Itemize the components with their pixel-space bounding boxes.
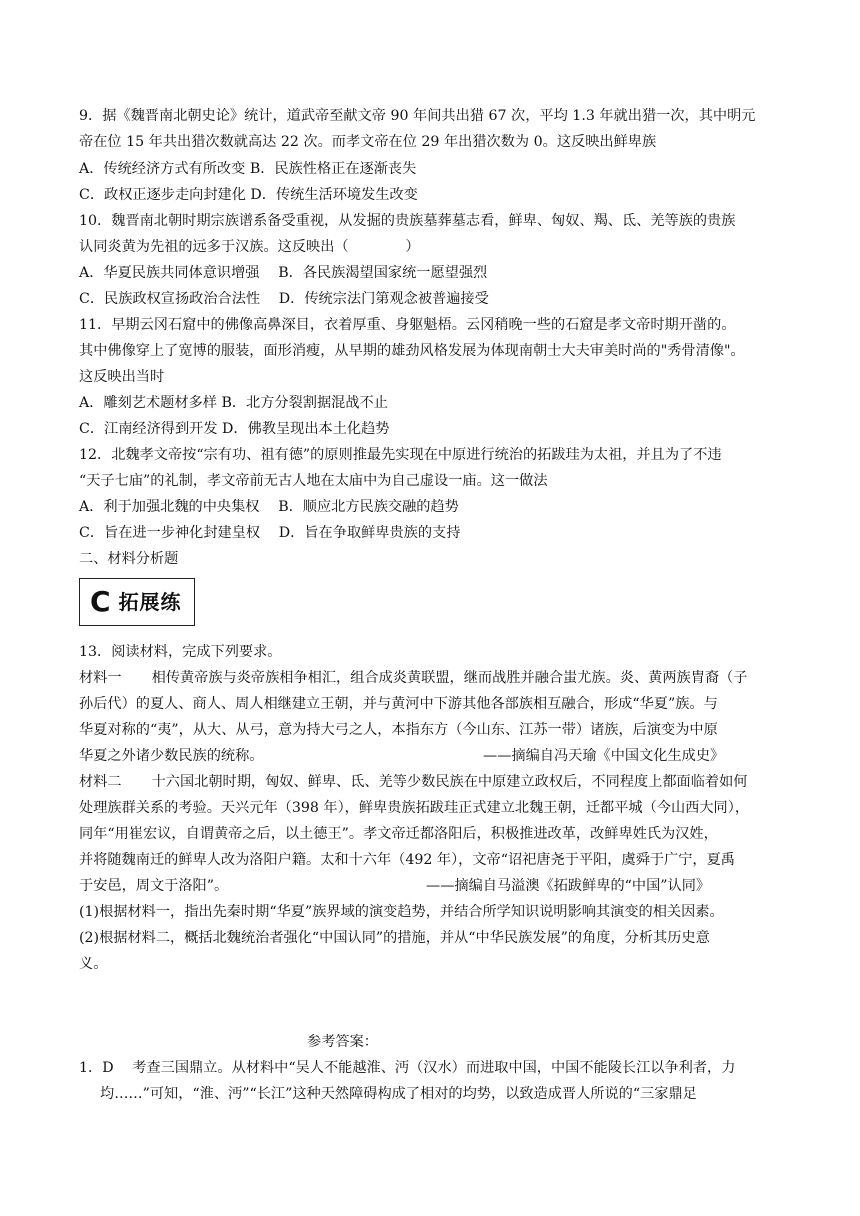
badge-text: 拓展练 bbox=[118, 590, 182, 614]
q9-stem-line-2: 帝在位 15 年共出猎次数就高达 22 次。而孝文帝在位 29 年出猎次数为 0。这反映出鲜卑族 bbox=[79, 134, 657, 150]
q11-options-ab: A．雕刻艺术题材多样 B．北方分裂割据混战不止 bbox=[79, 395, 388, 411]
material-2-label: 材料二 bbox=[79, 774, 122, 790]
extension-practice-badge bbox=[79, 578, 195, 626]
q9-options-cd: C．政权正逐步走向封建化 D．传统生活环境发生改变 bbox=[79, 187, 418, 203]
q13-material-1-line-1 bbox=[79, 669, 800, 687]
q10-options-ab: A．华夏民族共同体意识增强 B．各民族渴望国家统一愿望强烈 bbox=[79, 265, 488, 281]
q11-stem-line-1: 11．早期云冈石窟中的佛像高鼻深目，衣着厚重、身躯魁梧。云冈稍晚一些的石窟是孝文帝时期开凿的。 bbox=[79, 317, 736, 333]
q9-options-ab: A．传统经济方式有所改变 B．民族性格正在逐渐丧失 bbox=[79, 161, 417, 177]
q13-subquestion-2-line-2: 义。 bbox=[79, 956, 108, 972]
q13-subquestion-2-line-1: (2)根据材料二，概括北魏统治者强化“中国认同”的措施，并从“中华民族发展”的角度，分析其历史意 bbox=[79, 930, 710, 946]
q10-options-cd: C．民族政权宣扬政治合法性 D．传统宗法门第观念被普遍接受 bbox=[79, 291, 489, 307]
q13-material-2-line-1 bbox=[79, 773, 800, 791]
q13-material-2-line-3: 同年“用崔宏议，自谓黄帝之后，以土德王”。孝文帝迁都洛阳后，积极推进改革，改鲜卑姓氏为汉姓， bbox=[79, 826, 718, 842]
badge-letter: C bbox=[90, 585, 111, 618]
q12-stem-line-2: “天子七庙”的礼制，孝文帝前无古人地在太庙中为自己虚设一庙。这一做法 bbox=[79, 473, 548, 489]
q12-stem-line-1: 12．北魏孝文帝按“宗有功、祖有德”的原则推最先实现在中原进行统治的拓跋珪为太祖，并且为了不违 bbox=[79, 447, 722, 463]
material-2-text: 十六国北朝时期，匈奴、鲜卑、氐、羌等少数民族在中原建立政权后，不同程度上都面临着如何 bbox=[151, 774, 748, 790]
q13-material-2-line-4: 并将随魏南迁的鲜卑人改为洛阳户籍。太和十六年（492 年），文帝“诏祀唐尧于平阳，虞舜于广宁，夏禹 bbox=[79, 852, 735, 868]
q13-material-1-line-4: 华夏之外诸少数民族的统称。 bbox=[79, 748, 264, 764]
q11-stem-line-2: 其中佛像穿上了宽博的服装，面形消瘦，从早期的雄劲风格发展为体现南朝士大夫审美时尚的"秀骨清像"。 bbox=[79, 343, 745, 359]
q13-material-2-line-5: 于安邑，周文于洛阳”。 bbox=[79, 878, 229, 894]
answer-1-line-1: 1．D 考查三国鼎立。从材料中“吴人不能越淮、沔（汉水）而进取中国，中国不能陵长江以争利者，力 bbox=[79, 1060, 736, 1076]
q11-options-cd: C．江南经济得到开发 D．佛教呈现出本土化趋势 bbox=[79, 421, 390, 437]
material-2-source: ——摘编自马溢澳《拓跋鲜卑的“中国”认同》 bbox=[426, 878, 711, 894]
q12-options-cd: C．旨在进一步神化封建皇权 D．旨在争取鲜卑贵族的支持 bbox=[79, 525, 461, 541]
q13-subquestion-1: (1)根据材料一，指出先秦时期“华夏”族界域的演变趋势，并结合所学知识说明影响其演变的相关因素。 bbox=[79, 904, 724, 920]
q13-material-1-line-3: 华夏对称的“夷”，从大、从弓，意为持大弓之人，本指东方（今山东、江苏一带）诸族，后演变为中原 bbox=[79, 722, 718, 738]
q10-stem-line-1: 10．魏晋南北朝时期宗族谱系备受重视，从发掘的贵族墓葬墓志看，鲜卑、匈奴、羯、氐、羌等族的贵族 bbox=[79, 213, 736, 229]
q13-material-2-line-2: 处理族群关系的考验。天兴元年（398 年），鲜卑贵族拓跋珪正式建立北魏王朝，迁都平城（今山西大同）， bbox=[79, 800, 750, 816]
q11-stem-line-3: 这反映出当时 bbox=[79, 369, 165, 385]
q10-stem-line-2: 认同炎黄为先祖的远多于汉族。这反映出（ ） bbox=[79, 239, 420, 255]
answer-1-line-2: 均……”可知，“淮、沔”“长江”这种天然障碍构成了相对的均势，以致造成晋人所说的“三家鼎足 bbox=[100, 1086, 697, 1102]
q13-stem: 13．阅读材料，完成下列要求。 bbox=[79, 644, 282, 660]
material-1-label: 材料一 bbox=[79, 670, 122, 686]
section-heading: 二、材料分析题 bbox=[79, 551, 179, 567]
material-1-text: 相传黄帝族与炎帝族相争相汇，组合成炎黄联盟，继而战胜并融合蚩尤族。炎、黄两族胄裔（子 bbox=[151, 670, 748, 686]
q9-stem-line-1: 9．据《魏晋南北朝史论》统计，道武帝至献文帝 90 年间共出猎 67 次，平均 1.3 年就出猎一次，其中明元 bbox=[79, 108, 756, 124]
material-1-source: ——摘编自冯天瑜《中国文化生成史》 bbox=[483, 748, 725, 764]
answers-title: 参考答案： bbox=[307, 1034, 378, 1050]
q12-options-ab: A．利于加强北魏的中央集权 B．顺应北方民族交融的趋势 bbox=[79, 499, 459, 515]
q13-material-1-line-2: 孙后代）的夏人、商人、周人相继建立王朝，并与黄河中下游其他各部族相互融合，形成“华夏”族。与 bbox=[79, 696, 718, 712]
